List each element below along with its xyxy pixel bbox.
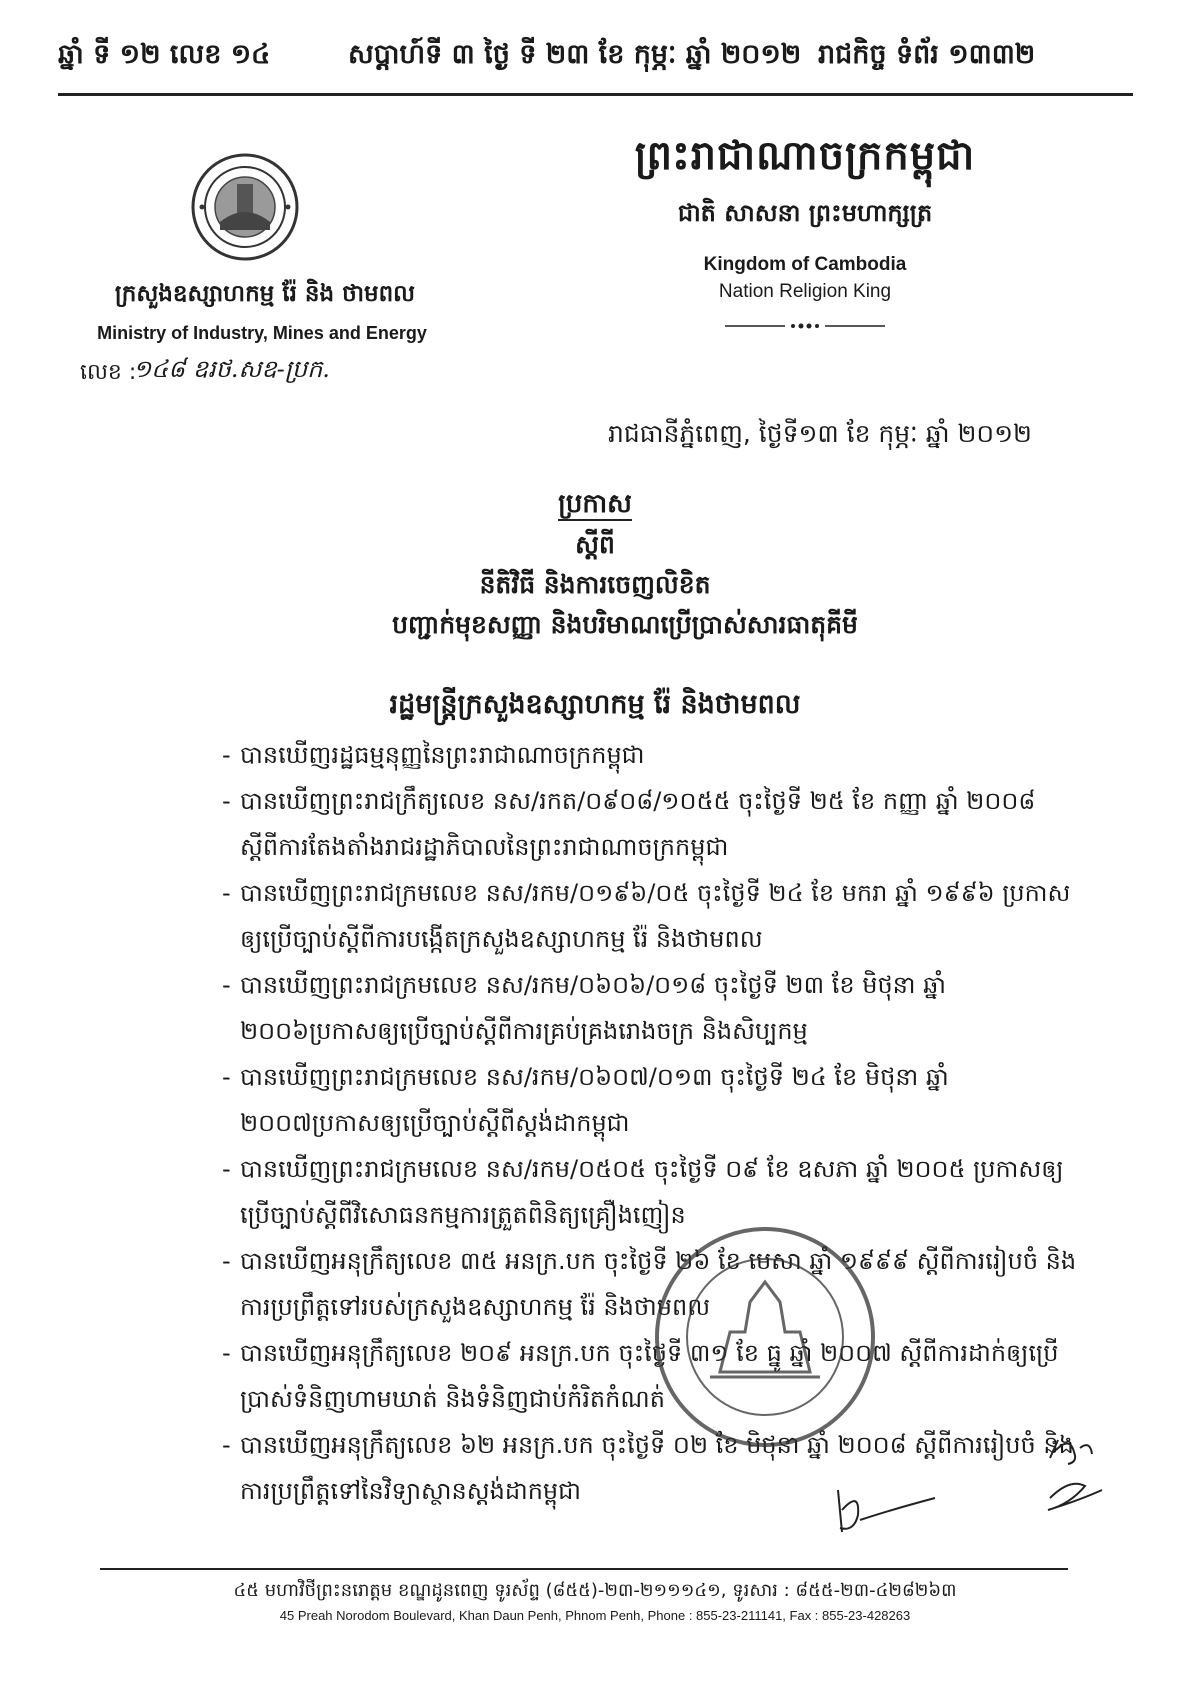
kingdom-motto-kh: ជាតិ សាសនា ព្រះមហាក្សត្រ bbox=[677, 199, 933, 227]
gazette-date: សប្តាហ៍ទី ៣ ថ្ងៃ ទី ២៣ ខែ កុម្ភៈ ឆ្នាំ ២០១២ bbox=[348, 39, 802, 70]
initial-signature-icon bbox=[830, 1480, 940, 1540]
document-subject-line-1: នីតិវិធី និងការចេញលិខិត bbox=[479, 570, 711, 599]
header-rule bbox=[58, 93, 1133, 96]
list-item: - បានឃើញព្រះរាជក្រមលេខ នស/រកម/០៥០៥ ចុះថ្ងៃទី ០៩ ខែ ឧសភា ឆ្នាំ ២០០៥ ប្រកាសឲ្យប្រើច្បាប់ស្តីពីវិសោធនកម្មការត្រួតពិនិត្យគ្រឿងញៀន bbox=[222, 1155, 1064, 1229]
list-item: - បានឃើញព្រះរាជក្រមលេខ នស/រកម/០៦០៧/០១៣ ចុះថ្ងៃទី ២៤ ខែ មិថុនា ឆ្នាំ ២០០៧ប្រកាសឲ្យប្រើច្បាប់ស្តីពីស្តង់ដាកម្ពុជា bbox=[222, 1063, 949, 1137]
footer-address-kh: ៤៥ មហាវិថីព្រះនរោត្តម ខណ្ឌដូនពេញ ទូរស័ព្ទ (៨៥៥)-២៣-២១១១៤១, ទូរសារ : ៨៥៥-២៣-៤២៨២៦៣ bbox=[233, 1580, 957, 1601]
reference-number: ១៤៨ ឧរថ.សឧ-ប្រក. bbox=[133, 355, 330, 383]
list-item: - បានឃើញអនុក្រឹត្យលេខ ២០៩ អនក្រ.បក ចុះថ្ងៃទី ៣១ ខែ ធ្នូ ឆ្នាំ ២០០៧ ស្តីពីការដាក់ឲ្យប្រើប្រាស់ទំនិញហាមឃាត់ និងទំនិញជាប់កំរិតកំណត់ bbox=[222, 1339, 1059, 1413]
handwritten-signature-icon bbox=[1030, 1428, 1120, 1518]
footer-rule bbox=[100, 1568, 1068, 1570]
document-about: ស្តីពី bbox=[575, 530, 615, 559]
flourish-divider bbox=[725, 320, 885, 332]
list-item: - បានឃើញព្រះរាជក្រមលេខ នស/រកម/០៦០៦/០១៨ ចុះថ្ងៃទី ២៣ ខែ មិថុនា ឆ្នាំ ២០០៦ប្រកាសឲ្យប្រើច្បាប់ស្តីពីការគ្រប់គ្រងរោងចក្រ និងសិប្បកម្ម bbox=[222, 971, 947, 1045]
gazette-page: រាជកិច្ច ទំព័រ ១៣៣២ bbox=[818, 39, 1036, 70]
document-type bbox=[0, 487, 1190, 525]
list-item: - បានឃើញអនុក្រឹត្យលេខ ៣៥ អនក្រ.បក ចុះថ្ងៃទី ២៦ ខែ មេសា ឆ្នាំ ១៩៩៩ ស្តីពីការរៀបចំ និងការប្រព្រឹត្តទៅរបស់ក្រសួងឧស្សាហកម្ម រ៉ែ និងថាមពល bbox=[222, 1247, 1077, 1321]
kingdom-title-kh: ព្រះរាជាណាចក្រកម្ពុជា bbox=[634, 133, 976, 179]
list-item: - បានឃើញព្រះរាជក្រឹត្យលេខ នស/រកត/០៩០៨/១០៥៥ ចុះថ្ងៃទី ២៥ ខែ កញ្ញា ឆ្នាំ ២០០៨ ស្តីពីការតែងតាំងរាជរដ្ឋាភិបាលនៃព្រះរាជាណាចក្រកម្ពុជា bbox=[222, 787, 1036, 861]
document-type-text: ប្រកាស bbox=[558, 489, 632, 519]
gazette-year-issue: ឆ្នាំ ទី ១២ លេខ ១៤ bbox=[58, 39, 271, 70]
footer-address-en: 45 Preah Norodom Boulevard, Khan Daun Penh, Phnom Penh, Phone : 855-23-211141, Fax : 855-23-428263 bbox=[279, 1608, 911, 1623]
kingdom-motto-en: Nation Religion King bbox=[718, 281, 892, 302]
minister-heading: រដ្ឋមន្ត្រីក្រសួងឧស្សាហកម្ម រ៉ែ និងថាមពល bbox=[389, 689, 801, 720]
reference-label: លេខ : bbox=[80, 360, 137, 385]
gazette-header bbox=[58, 38, 1133, 82]
document-subject-line-2: បញ្ជាក់មុខសញ្ញា និងបរិមាណប្រើប្រាស់សារធាតុគីមី bbox=[392, 610, 858, 639]
issue-date: រាជធានីភ្នំពេញ, ថ្ងៃទី១៣ ខែ កុម្ភៈ ឆ្នាំ ២០១២ bbox=[608, 419, 1032, 448]
official-stamp-icon bbox=[650, 1222, 880, 1452]
list-item: - បានឃើញអនុក្រឹត្យលេខ ៦២ អនក្រ.បក ចុះថ្ងៃទី ០២ ខែ មិថុនា ឆ្នាំ ២០០៨ ស្តីពីការរៀបចំ និងការប្រព្រឹត្តទៅនៃវិទ្យាស្ថានស្តង់ដាកម្ពុជា bbox=[222, 1431, 1074, 1505]
kingdom-title-en: Kingdom of Cambodia bbox=[703, 254, 907, 275]
list-item: - បានឃើញព្រះរាជក្រមលេខ នស/រកម/០១៩៦/០៥ ចុះថ្ងៃទី ២៤ ខែ មករា ឆ្នាំ ១៩៩៦ ប្រកាសឲ្យប្រើច្បាប់ស្តីពីការបង្កើតក្រសួងឧស្សាហកម្ម រ៉ែ និងថាមពល bbox=[222, 879, 1071, 953]
list-item: - បានឃើញរដ្ឋធម្មនុញ្ញនៃព្រះរាជាណាចក្រកម្ពុជា bbox=[222, 741, 645, 769]
ministry-name-en: Ministry of Industry, Mines and Energy bbox=[97, 323, 427, 343]
ministry-seal-icon bbox=[190, 152, 300, 262]
ministry-name-kh: ក្រសួងឧស្សាហកម្ម រ៉ែ និង ថាមពល bbox=[114, 281, 416, 307]
